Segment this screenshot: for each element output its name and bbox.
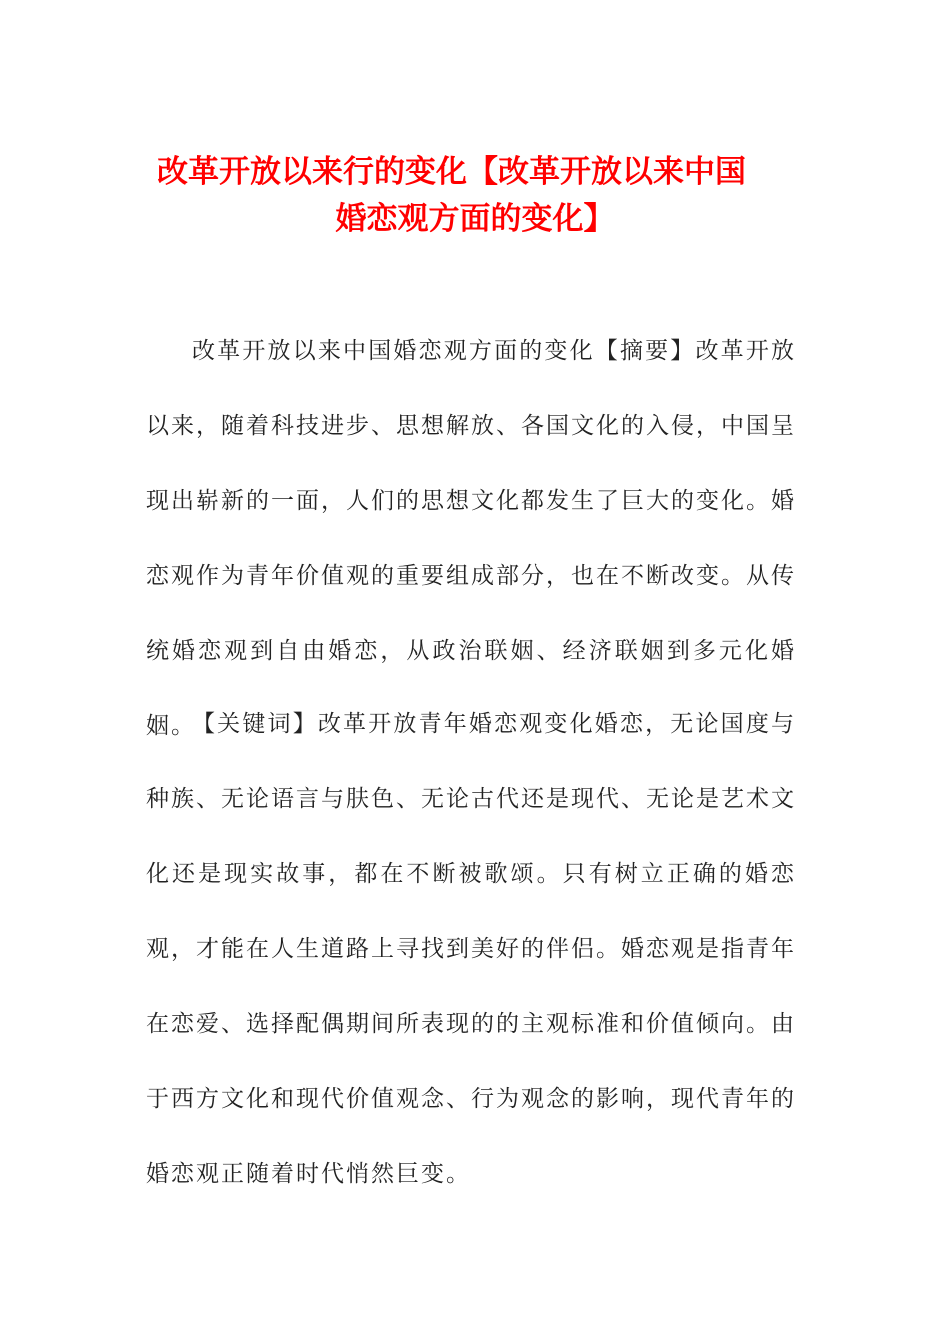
document-title-line-1: 改革开放以来行的变化【改革开放以来中国 <box>157 154 746 190</box>
document-title-line-2: 婚恋观方面的变化】 <box>335 201 615 237</box>
abstract-paragraph: 改革开放以来中国婚恋观方面的变化【摘要】改革开放以来，随着科技进步、思想解放、各国文化的入侵，中国呈现出崭新的一面，人们的思想文化都发生了巨大的变化。婚恋观作为青年价值观的重要组成部分，也在不断改变。从传统婚恋观到自由婚恋，从政治联姻、经济联姻到多元化婚姻。 <box>146 338 796 739</box>
keywords-paragraph: 【关键词】改革开放青年婚恋观变化婚恋，无论国度与种族、无论语言与肤色、无论古代还是现代、无论是艺术文化还是现实故事，都在不断被歌颂。只有树立正确的婚恋观，才能在人生道路上寻找到美好的伴侣。婚恋观是指青年在恋爱、选择配偶期间所表现的的主观标准和价值倾向。由于西方文化和现代价值观念、行为观念的影响，现代青年的婚恋观正随着时代悄然巨变。 <box>146 711 796 1187</box>
